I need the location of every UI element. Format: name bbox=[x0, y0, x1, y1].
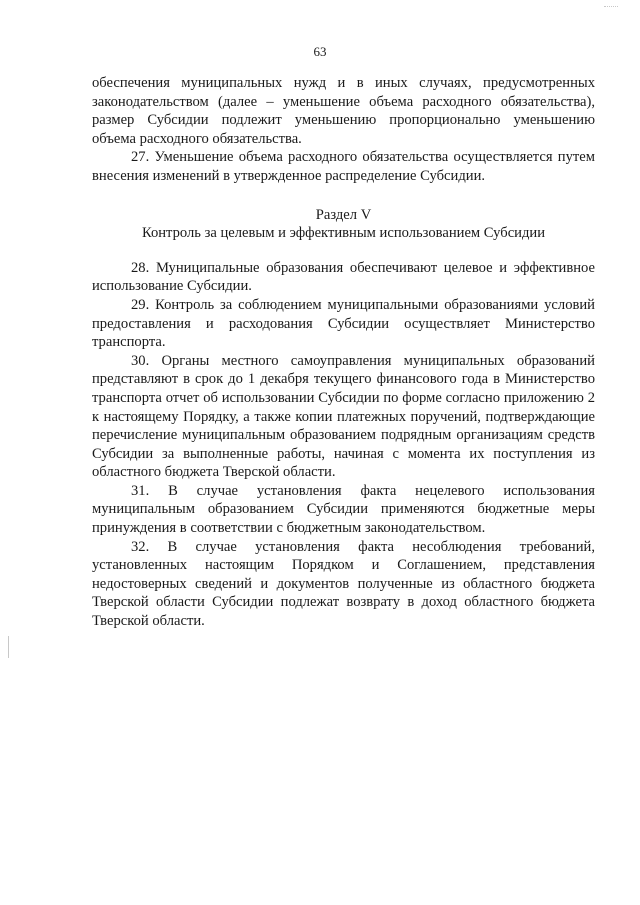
page-number: 63 bbox=[313, 44, 327, 59]
section-title: Раздел V bbox=[315, 206, 372, 223]
paragraph-31: 31. В случае установления факта нецелевого использования муниципальным образованием Субсидии применяются бюджетные меры принуждения в соответствии с бюджетным законодательством. bbox=[92, 482, 595, 537]
paragraph-28: 28. Муниципальные образования обеспечивают целевое и эффективное использование Субсидии. bbox=[92, 259, 595, 295]
paragraph-continuation: обеспечения муниципальных нужд и в иных случаях, предусмотренных законодательством (далее – уменьшение объема расходного обязательства), размер Субсидии подлежит уменьшению пропорционально уменьшению объема расходного обязательства. bbox=[92, 75, 595, 147]
paragraph-29: 29. Контроль за соблюдением муниципальными образованиями условий предоставления и расходования Субсидии осуществляет Министерство транспорта. bbox=[92, 296, 595, 351]
paragraph-30: 30. Органы местного самоуправления муниципальных образований представляют в срок до 1 декабря текущего финансового года в Министерство транспорта отчет об использовании Субсидии по форме согласно приложению 2 к настоящему Порядку, а также копии платежных поручений, подтверждающие перечисление муниципальным образованием подрядным организациям средств Субсидии за выполненные работы, начиная с момента их поступления из областного бюджета Тверской области. bbox=[92, 352, 595, 481]
paragraph-32: 32. В случае установления факта несоблюдения требований, установленных настоящим Порядком и Соглашением, представления недостоверных сведений и документов полученные из областного бюджета Тверской области Субсидии подлежат возврату в доход областного бюджета Тверской области. bbox=[92, 538, 595, 630]
section-subtitle: Контроль за целевым и эффективным использованием Субсидии bbox=[141, 225, 546, 242]
scan-mark bbox=[604, 6, 618, 8]
document-body bbox=[92, 74, 595, 631]
scan-margin-mark bbox=[8, 636, 9, 658]
paragraph-27: 27. Уменьшение объема расходного обязательства осуществляется путем внесения изменений в утвержденное распределение Субсидии. bbox=[92, 149, 595, 184]
